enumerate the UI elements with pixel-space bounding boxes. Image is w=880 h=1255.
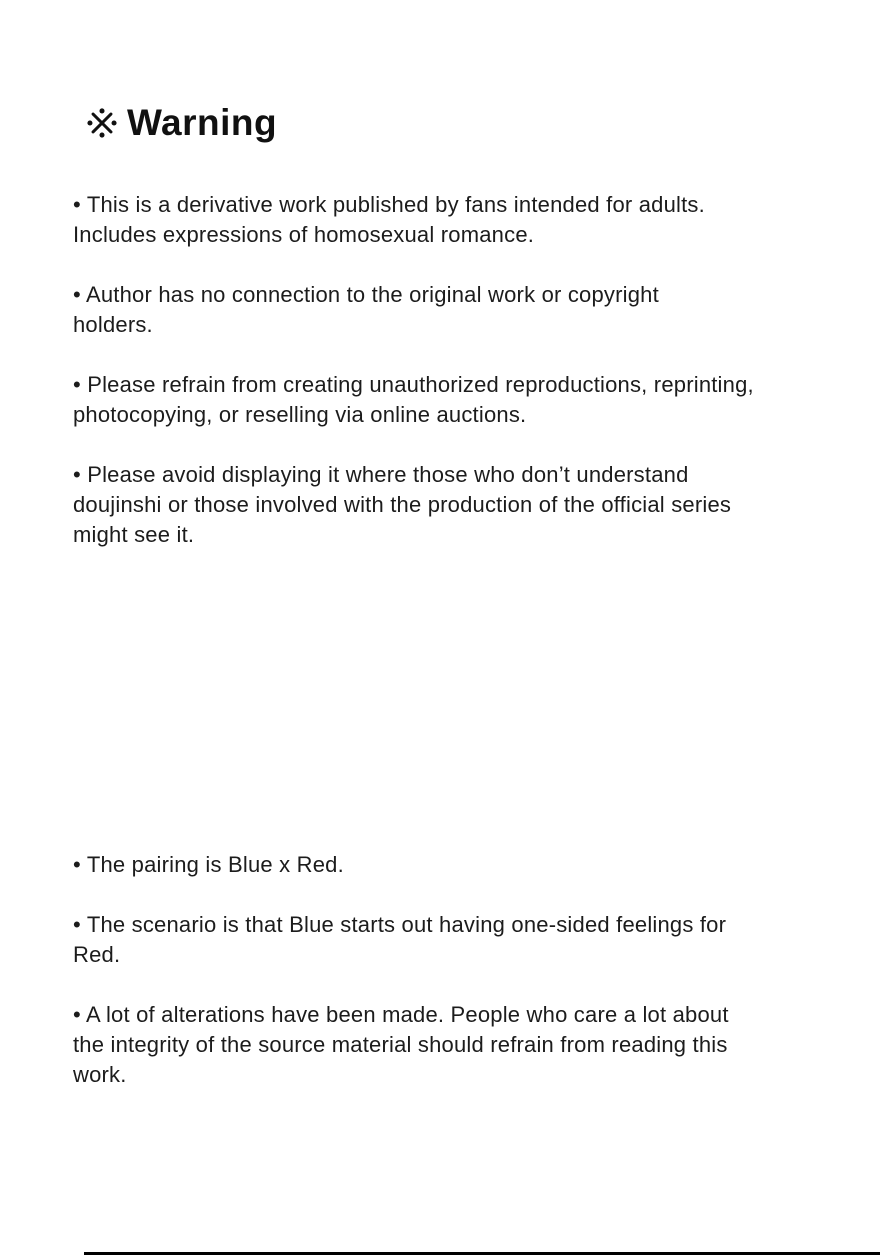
bullet-line: might see it. [73,522,195,547]
bullet-line: photocopying, or reselling via online auctions. [73,402,527,427]
bullet-paragraph-derivative-work [73,190,819,250]
bullet-line: • The pairing is Blue x Red. [73,852,344,877]
bullet-paragraph-display-warning [73,460,819,550]
bullet-paragraph-pairing [73,850,819,880]
bullet-line: holders. [73,312,153,337]
reference-mark-icon [86,107,118,139]
bullet-line: work. [73,1062,127,1087]
bullet-line: Includes expressions of homosexual romance. [73,222,535,247]
bullet-line: • Please refrain from creating unauthorized reproductions, reprinting, [73,372,754,397]
bullet-paragraph-author-disclaimer [73,280,819,340]
bullet-paragraph-no-reproduction [73,370,819,430]
bullet-line: the integrity of the source material should refrain from reading this [73,1032,728,1057]
page-title [86,102,277,144]
bullet-line: • This is a derivative work published by fans intended for adults. [73,192,705,217]
bullet-paragraph-scenario [73,910,819,970]
bullet-line: • Author has no connection to the original work or copyright [73,282,659,307]
bullet-paragraph-alterations [73,1000,819,1090]
page-title-text: Warning [127,102,278,143]
bullet-line: • The scenario is that Blue starts out having one-sided feelings for [73,912,727,937]
bullet-line: • A lot of alterations have been made. People who care a lot about [73,1002,729,1027]
bullet-line: doujinshi or those involved with the production of the official series [73,492,732,517]
bullet-line: Red. [73,942,121,967]
bullet-line: • Please avoid displaying it where those who don’t understand [73,462,689,487]
